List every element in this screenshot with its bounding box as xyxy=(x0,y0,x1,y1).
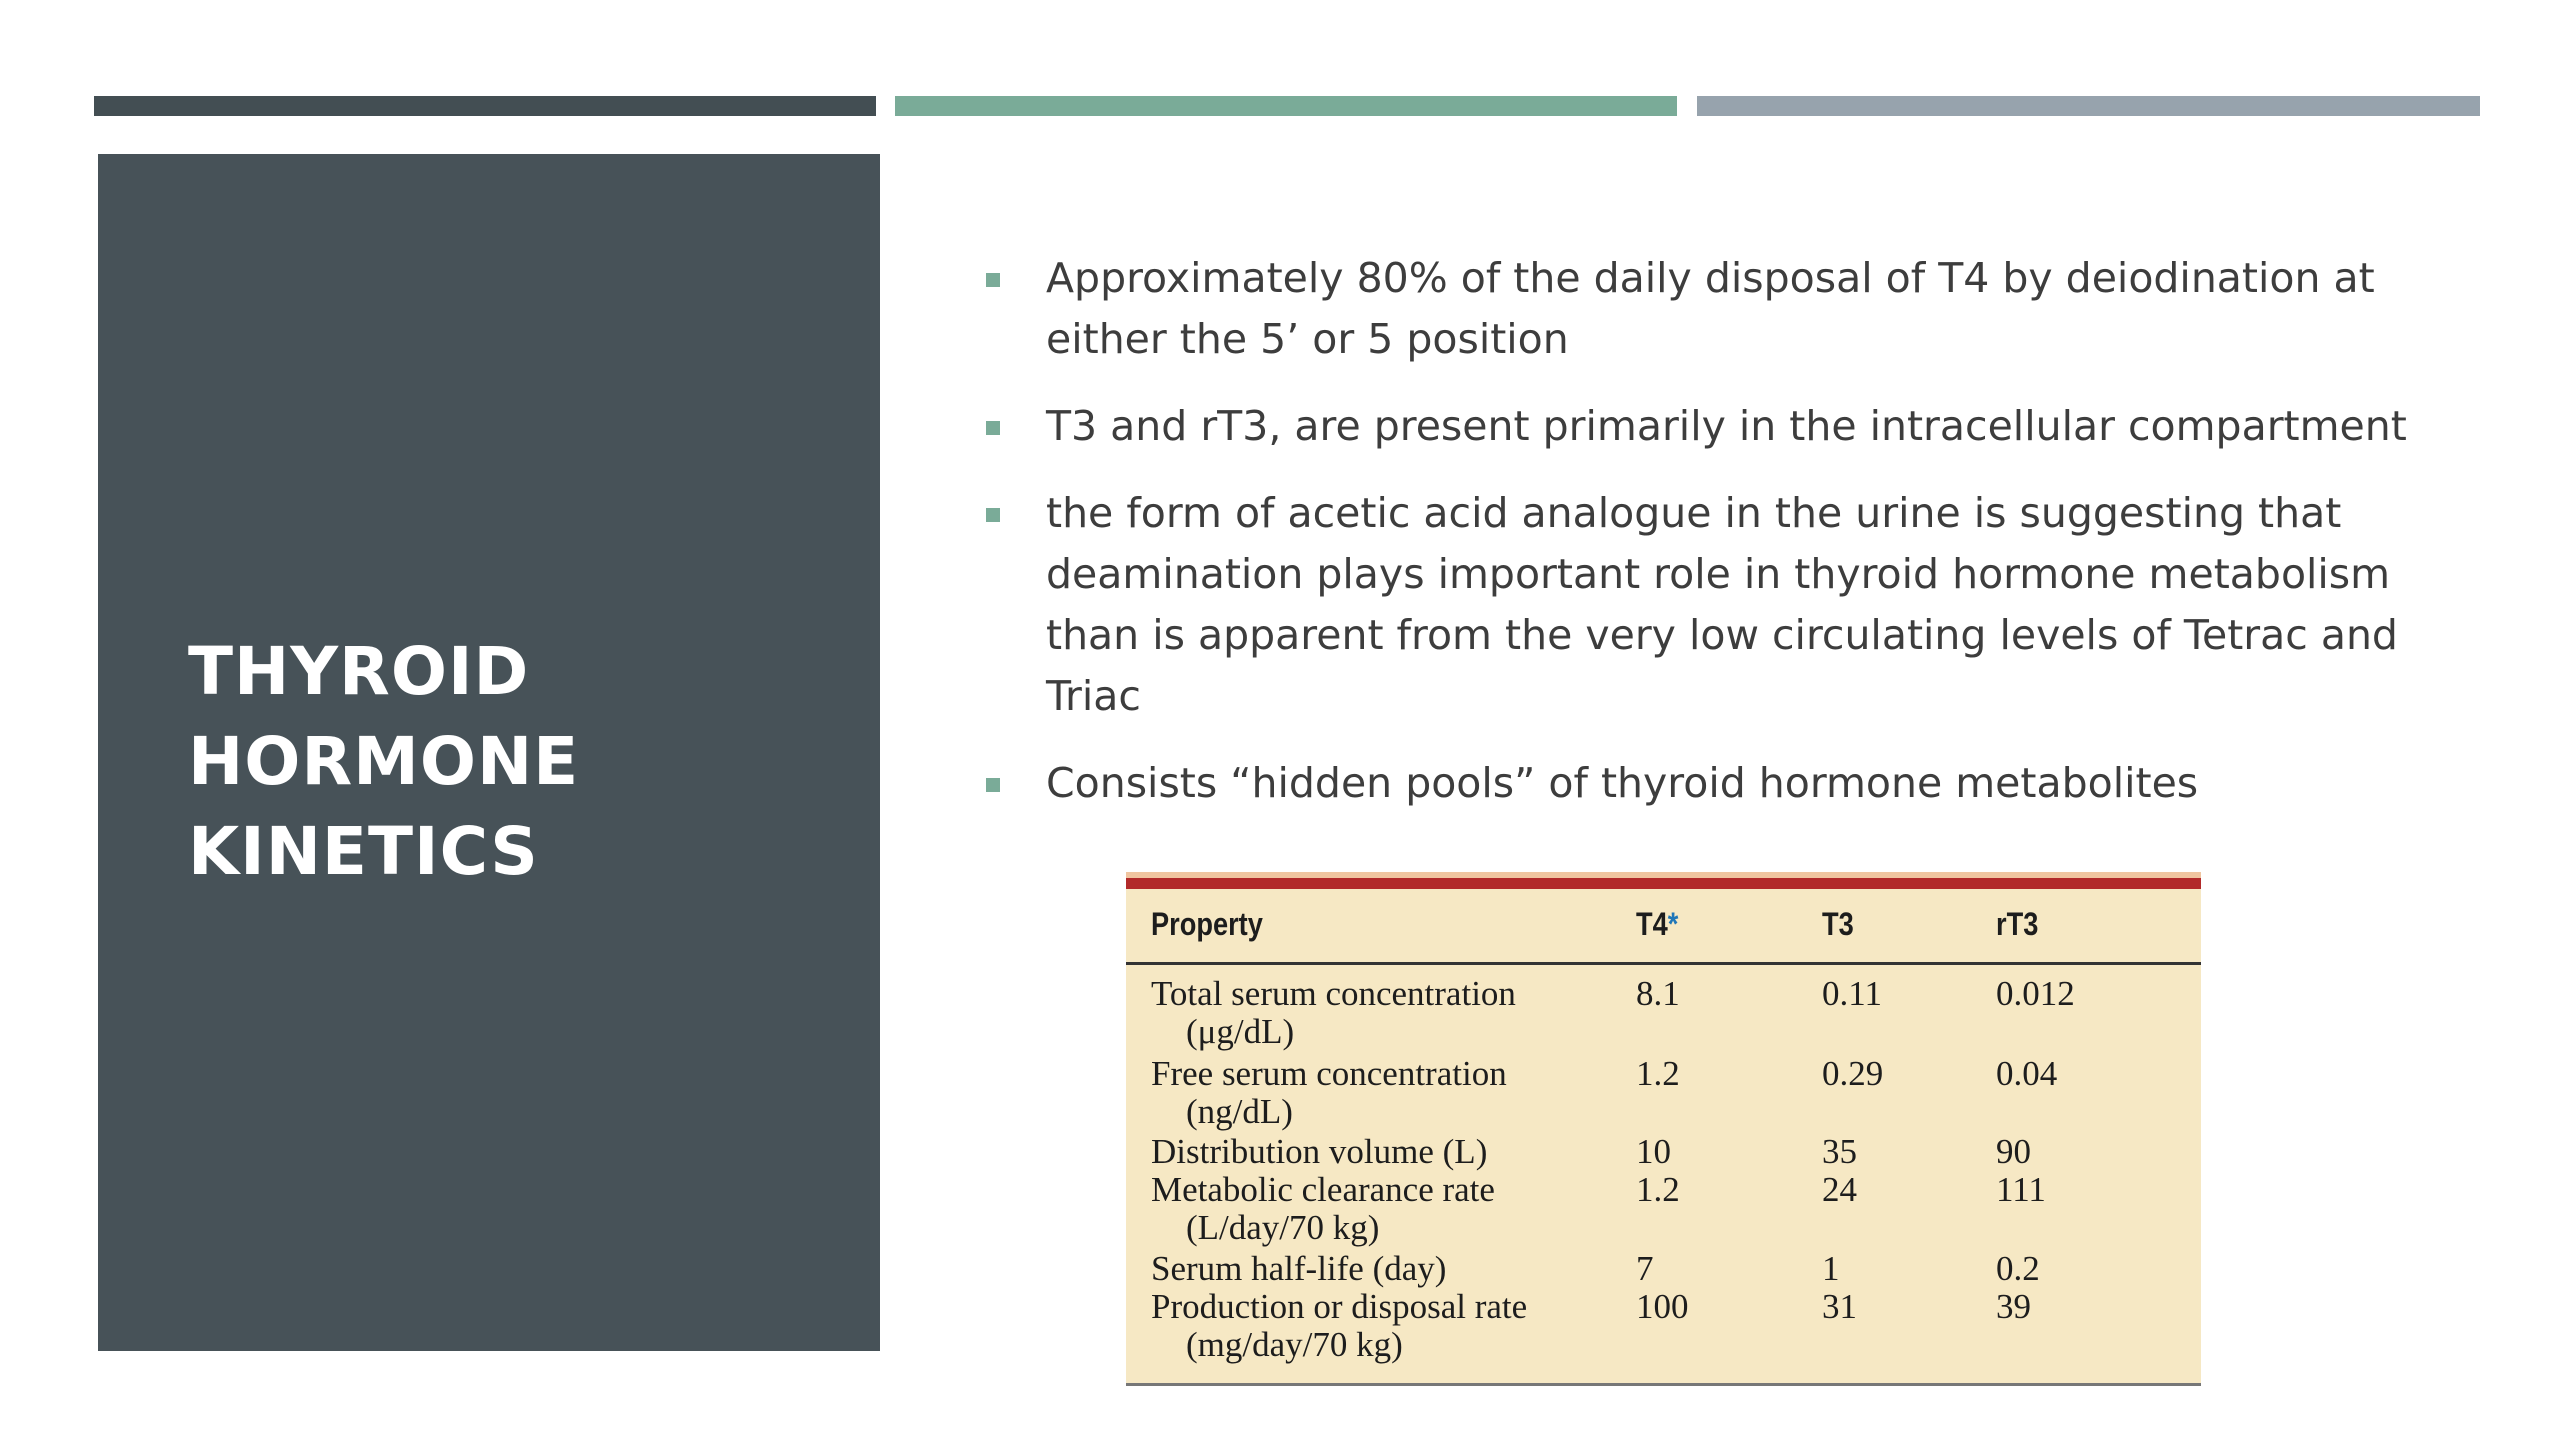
square-bullet-icon xyxy=(986,508,1000,522)
cell-property xyxy=(1151,1288,1527,1364)
property-name: Total serum concentration xyxy=(1151,974,1516,1013)
bullet-text: Approximately 80% of the daily disposal of T4 by deiodination at either the 5’ or 5 position xyxy=(1046,254,2375,363)
cell-t4: 10 xyxy=(1636,1132,1671,1171)
square-bullet-icon xyxy=(986,778,1000,792)
square-bullet-icon xyxy=(986,421,1000,435)
slide-title xyxy=(188,627,579,897)
cell-rt3: 0.04 xyxy=(1996,1054,2058,1093)
top-accent-bar-gray xyxy=(1697,96,2480,116)
cell-rt3: 90 xyxy=(1996,1132,2031,1171)
cell-t4: 100 xyxy=(1636,1287,1689,1326)
bullet-text: T3 and rT3, are present primarily in the intracellular compartment xyxy=(1046,402,2407,450)
property-name: Production or disposal rate xyxy=(1151,1287,1528,1326)
header-t3: T3 xyxy=(1822,906,1854,942)
bullet-item xyxy=(978,396,2448,457)
cell-property xyxy=(1151,1250,1446,1288)
bullet-text: Consists “hidden pools” of thyroid hormone metabolites xyxy=(1046,759,2199,807)
cell-property xyxy=(1151,975,1516,1051)
cell-t3: 35 xyxy=(1822,1132,1857,1171)
cell-t3: 0.29 xyxy=(1822,1054,1884,1093)
slide-title-line: THYROID xyxy=(188,633,530,710)
slide-title-line: KINETICS xyxy=(188,813,539,890)
property-name: Free serum concentration xyxy=(1151,1054,1507,1093)
table-header-rule xyxy=(1126,962,2201,965)
property-unit: (μg/dL) xyxy=(1186,1012,1295,1051)
cell-t3: 31 xyxy=(1822,1287,1857,1326)
cell-t3: 0.11 xyxy=(1822,974,1882,1013)
table-bottom-rule xyxy=(1126,1383,2201,1386)
title-panel xyxy=(98,154,880,1351)
property-unit: (ng/dL) xyxy=(1186,1092,1293,1131)
kinetics-table xyxy=(1126,872,2201,1386)
header-rt3: rT3 xyxy=(1996,906,2039,942)
header-t4 xyxy=(1636,906,1678,943)
bullet-item xyxy=(978,248,2448,370)
top-accent-bar-dark xyxy=(94,96,876,116)
cell-rt3: 39 xyxy=(1996,1287,2031,1326)
bullet-list xyxy=(978,248,2448,840)
cell-property xyxy=(1151,1133,1487,1171)
bullet-text: the form of acetic acid analogue in the urine is suggesting that deamination plays important role in thyroid hormone metabolism than is apparent from the very low circulating levels of Tetrac and Triac xyxy=(1046,489,2398,720)
header-t4-footnote-mark: * xyxy=(1667,906,1679,942)
table-top-rule-red xyxy=(1126,878,2201,889)
header-t4-label: T4 xyxy=(1636,906,1668,942)
top-accent-bar-green xyxy=(895,96,1677,116)
cell-rt3: 0.2 xyxy=(1996,1249,2040,1288)
cell-rt3: 0.012 xyxy=(1996,974,2075,1013)
cell-t4: 1.2 xyxy=(1636,1170,1680,1209)
property-name: Distribution volume (L) xyxy=(1151,1132,1488,1171)
cell-t4: 7 xyxy=(1636,1249,1654,1288)
cell-property xyxy=(1151,1055,1507,1131)
property-unit: (L/day/70 kg) xyxy=(1186,1208,1380,1247)
property-name: Serum half-life (day) xyxy=(1151,1249,1447,1288)
header-property: Property xyxy=(1151,906,1263,942)
cell-t4: 1.2 xyxy=(1636,1054,1680,1093)
property-unit: (mg/day/70 kg) xyxy=(1186,1325,1403,1364)
bullet-item xyxy=(978,483,2448,727)
cell-rt3: 111 xyxy=(1996,1170,2046,1209)
cell-t3: 24 xyxy=(1822,1170,1857,1209)
slide-title-line: HORMONE xyxy=(188,723,580,800)
cell-t4: 8.1 xyxy=(1636,974,1680,1013)
bullet-item xyxy=(978,753,2448,814)
square-bullet-icon xyxy=(986,273,1000,287)
cell-t3: 1 xyxy=(1822,1249,1840,1288)
cell-property xyxy=(1151,1171,1495,1247)
property-name: Metabolic clearance rate xyxy=(1151,1170,1495,1209)
